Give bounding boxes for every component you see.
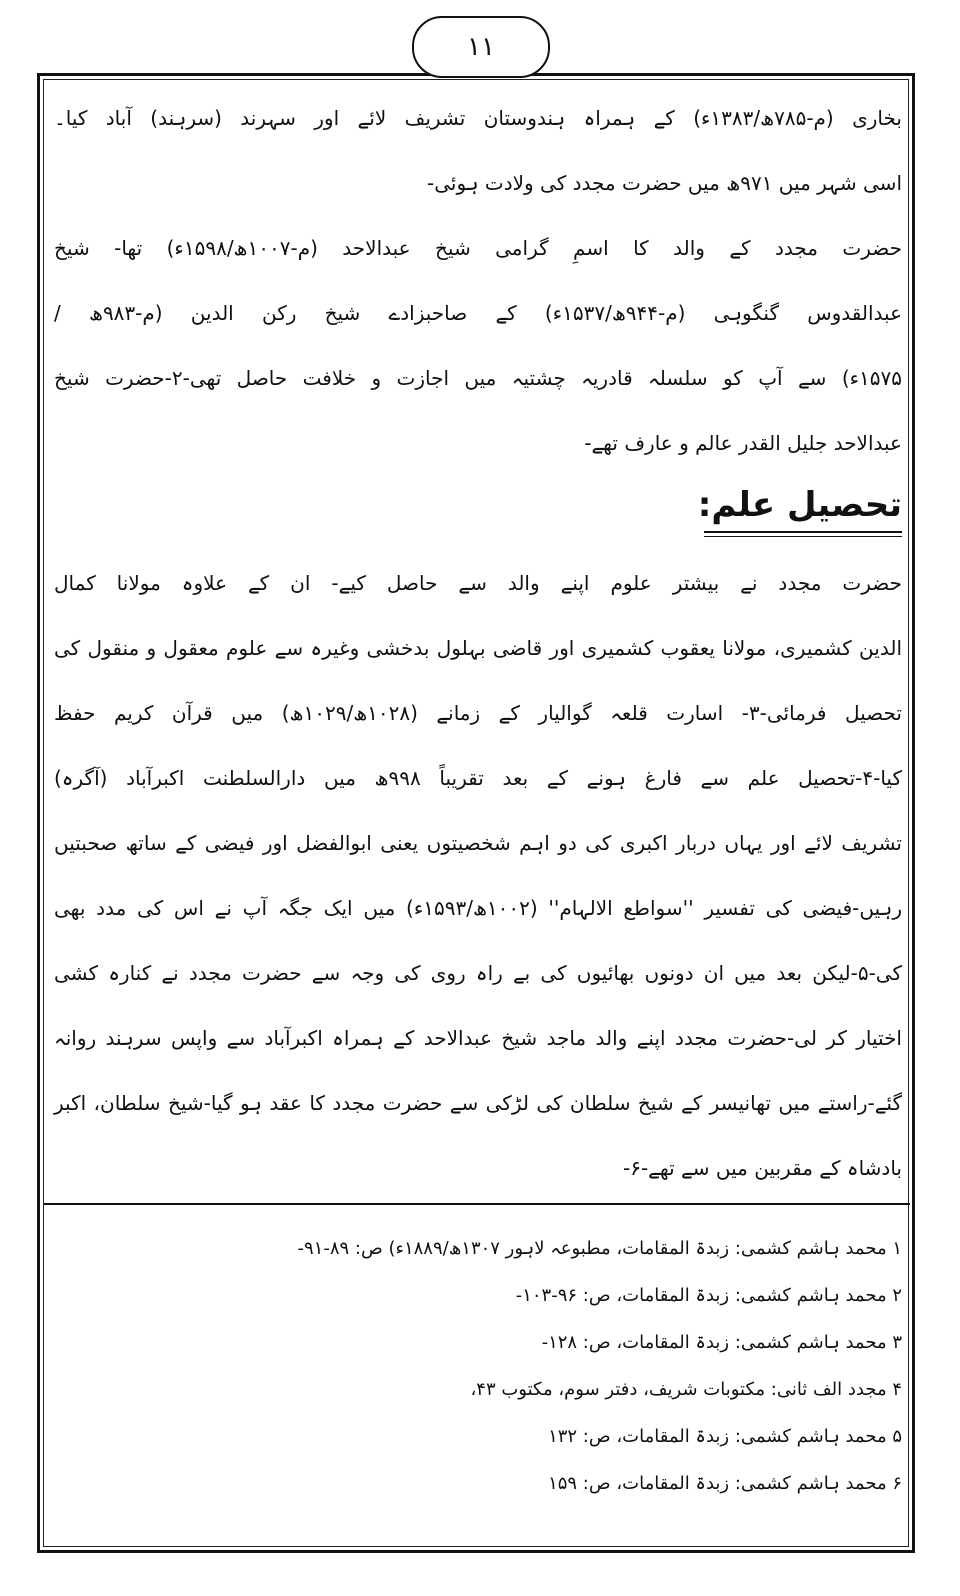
body-line: اسی شہر میں ۹۷۱ھ میں حضرت مجدد کی ولادت ہوئی- [427,171,902,195]
body-line: حضرت مجدد کے والد کا اسمِ گرامی شیخ عبدالاحد (م-۱۰۰۷ھ/۱۵۹۸ء) تھا- شیخ [54,236,902,260]
section-heading: تحصیل علم: [697,485,902,525]
body-line: کیا-۴-تحصیل علم سے فارغ ہونے کے بعد تقریباً ۹۹۸ھ میں دارالسلطنت اکبرآباد (آگرہ) [54,766,902,790]
body-line: ۱۵۷۵ء) سے آپ کو سلسلہ قادریہ چشتیہ میں اجازت و خلافت حاصل تھی-۲-حضرت شیخ [54,366,902,390]
footnote: ۴ مجدد الف ثانی: مکتوبات شریف، دفتر سوم، مکتوب ۴۳، [470,1379,902,1400]
page-body [54,98,902,1213]
body-line: بادشاہ کے مقربین میں سے تھے-۶- [623,1156,902,1180]
footnote: ۳ محمد ہاشم کشمی: زبدۃ المقامات، ص: ۱۲۸- [541,1332,902,1353]
footnote-separator [44,1203,910,1205]
footnote: ۶ محمد ہاشم کشمی: زبدۃ المقامات، ص: ۱۵۹ [548,1473,902,1494]
body-line: رہیں-فیضی کی تفسیر ''سواطع الالہام'' (۱۰۰۲ھ/۱۵۹۳ء) میں ایک جگہ آپ نے اس کی مدد بھی [54,896,903,920]
page-number: ۱۱ [412,16,550,78]
heading-underline [704,531,902,537]
body-line: عبدالقدوس گنگوہی (م-۹۴۴ھ/۱۵۳۷ء) کے صاحبزادے شیخ رکن الدین (م-۹۸۳ھ / [54,301,903,325]
body-line: بخاری (م-۷۸۵ھ/۱۳۸۳ء) کے ہمراہ ہندوستان تشریف لائے اور سہرند (سرہند) آباد کیا۔ [54,106,902,130]
section-heading-block [54,485,902,563]
body-line: کی-۵-لیکن بعد میں ان دونوں بھائیوں کی بے راہ روی کی وجہ سے حضرت مجدد نے کنارہ کشی [54,961,902,985]
body-line: عبدالاحد جلیل القدر عالم و عارف تھے- [584,431,902,455]
footnotes [54,1234,902,1516]
footnote: ۲ محمد ہاشم کشمی: زبدۃ المقامات، ص: ۹۶-۱۰۳- [515,1285,902,1306]
body-line: اختیار کر لی-حضرت مجدد اپنے والد ماجد شیخ عبدالاحد کے ہمراہ اکبرآباد سے واپس سرہند روانہ [54,1026,902,1050]
body-line: حضرت مجدد نے بیشتر علوم اپنے والد سے حاصل کیے- ان کے علاوہ مولانا کمال [54,571,902,595]
body-line: الدین کشمیری، مولانا یعقوب کشمیری اور قاضی بہلول بدخشی وغیرہ سے علوم معقول و منقول کی [54,636,902,660]
footnote: ۵ محمد ہاشم کشمی: زبدۃ المقامات، ص: ۱۳۲ [548,1426,902,1447]
body-line: گئے-راستے میں تھانیسر کے شیخ سلطان کی لڑکی سے حضرت مجدد کا عقد ہو گیا-شیخ سلطان، اکبر [54,1091,902,1115]
body-line: تحصیل فرمائی-۳- اسارت قلعہ گوالیار کے زمانے (۱۰۲۸ھ/۱۰۲۹ھ) میں قرآن کریم حفظ [54,701,902,725]
footnote: ۱ محمد ہاشم کشمی: زبدۃ المقامات، مطبوعہ لاہور ۱۳۰۷ھ/۱۸۸۹ء) ص: ۸۹-۹۱- [297,1238,902,1259]
body-line: تشریف لائے اور یہاں دربار اکبری کی دو اہم شخصیتوں یعنی ابوالفضل اور فیضی کے ساتھ صحبتیں [54,831,902,855]
